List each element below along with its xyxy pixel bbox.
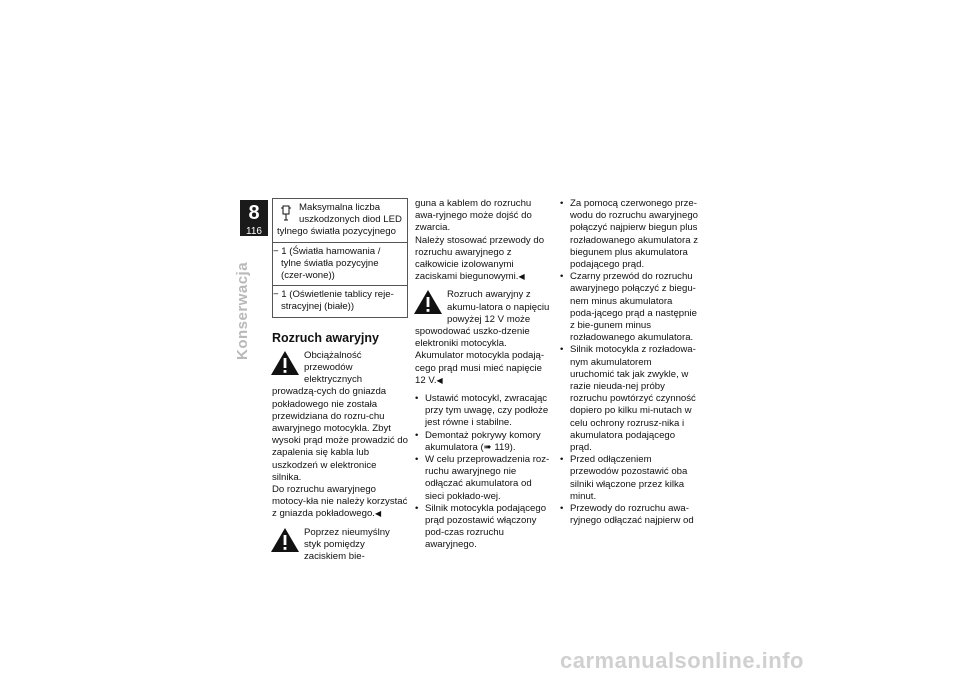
column-1 (272, 198, 408, 563)
led-table-header-text: Maksymalna liczba uszkodzonych diod LED tylnego światła pozycyjnego (277, 202, 402, 238)
led-table-row: − 1 (Światła hamowania / tylne światła pozycyjne (czer-wone)) (273, 243, 407, 287)
bulb-icon (281, 204, 291, 222)
list-item: • W celu przeprowadzenia roz-ruchu awaryjnego nie odłączać akumulatora od sieci pokłado-wej. (415, 454, 550, 503)
end-mark: ◀ (518, 272, 525, 282)
column-2 (415, 198, 550, 552)
led-table (272, 198, 408, 318)
list-item: • Silnik motocykla podającego prąd pozostawić włączony pod-czas rozruchu awaryjnego. (415, 503, 550, 552)
led-table-header (273, 199, 407, 243)
end-mark: ◀ (374, 509, 382, 519)
warning-text-3-cont: Akumulator motocykla podają-cego prąd musi mieć napięcie 12 V.◀ (415, 350, 545, 386)
led-table-row: − 1 (Oświetlenie tablicy reje-stracyjnej (białe)) (273, 289, 394, 313)
warning-icon (270, 527, 300, 553)
steps-list-1 (415, 393, 550, 552)
watermark-text: carmanualsonline.info (560, 648, 804, 673)
warning-text-2-end: guna a kablem do rozruchu awa-ryjnego może dojść do zwarcia. (415, 198, 532, 234)
list-item: • Przewody do rozruchu awa-ryjnego odłączać najpierw od (560, 503, 698, 527)
list-item: • Silnik motocykla z rozładowa-nym akumulatorem uruchomić tak jak zwykle, w razie nieuda-nej próby rozruchu powtórzyć czynność dopiero po kilku mi-nutach w celu ochrony rozrusz-nika i akumulatora podającego prąd. (560, 344, 698, 454)
warning-icon (413, 289, 443, 315)
warning-icon (270, 350, 300, 376)
warning-text-1-cont: Do rozruchu awaryjnego motocy-kła nie należy korzystać z gniazda pokładowego.◀ (272, 484, 408, 520)
warning-block-3 (415, 289, 550, 387)
chapter-number: 8 (248, 202, 260, 224)
side-section-label: Konserwacja (234, 261, 251, 360)
warning-text-1: Obciążalność przewodów elektrycznych prowadzą-cych do gniazda pokładowego nie została przewidziana do rozru-chu awaryjnego motocykla. Zbyt wysoki prąd może prowadzić do zapalenia się kabla lub uszkodzeń w elektronice silnika. (272, 349, 408, 483)
list-item: • Demontaż pokrywy komory akumulatora (➠ 119). (415, 430, 550, 454)
section-heading: Rozruch awaryjny (272, 330, 379, 345)
list-item: • Za pomocą czerwonego prze-wodu do rozruchu awaryjnego połączyć najpierw biegun plus rozładowanego akumulatora z biegunem plus akumulatora podającego prąd. (560, 198, 698, 271)
steps-list-2 (560, 198, 698, 527)
list-item: • Przed odłączeniem przewodów pozostawić oba silniki włączone przez kilka minut. (560, 454, 698, 503)
end-mark: ◀ (436, 375, 443, 385)
warning-block-2 (272, 527, 408, 564)
list-item: • Ustawić motocykl, zwracając przy tym uwagę, czy podłoże jest równe i stabilne. (415, 393, 550, 430)
column-3 (560, 198, 698, 527)
page-number: 116 (246, 226, 262, 237)
instruction-text: Należy stosować przewody do rozruchu awaryjnego z całkowicie izolowanymi zaciskami biegunowymi.◀ (415, 234, 545, 283)
list-item: • Czarny przewód do rozruchu awaryjnego połączyć z biegu-nem minus akumulatora poda-jącego prąd a następnie z bie-gunem minus rozładowanego akumulatora. (560, 271, 698, 344)
warning-block-1 (272, 350, 408, 521)
warning-text-2-start: Poprzez nieumyślny styk pomiędzy zaciskiem bie- (304, 526, 390, 563)
warning-text-3: Rozruch awaryjny z akumu-latora o napięciu powyżej 12 V może spowodować uszko-dzenie elektroniki motocykla. (415, 289, 550, 350)
